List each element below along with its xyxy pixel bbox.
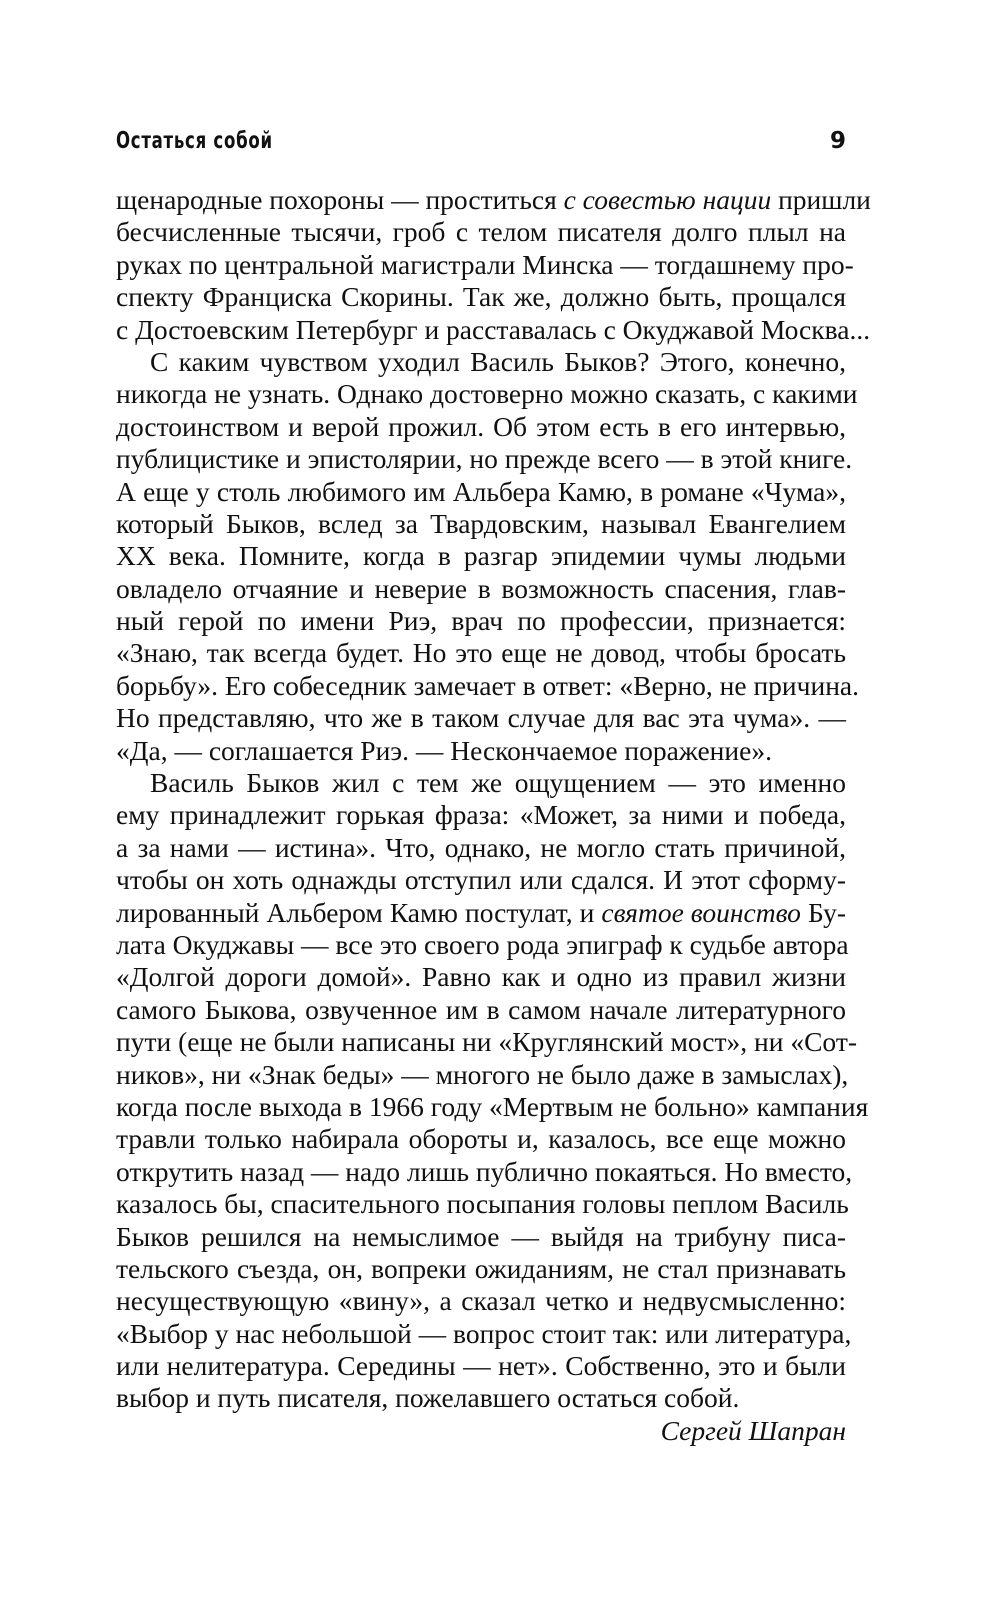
text-run: А еще у столь любимого им Альбера Камю, в романе «Чума», xyxy=(116,475,846,507)
text-run: публицистике и эпистолярии, но прежде всего — в этой книге. xyxy=(116,443,853,475)
text-run: XX века. Помните, когда в разгар эпидемии чумы людьми xyxy=(116,540,846,572)
text-line xyxy=(116,508,846,540)
text-run: Но представляю, что же в таком случае для вас эта чума». — xyxy=(116,702,846,734)
text-line xyxy=(116,1090,869,1123)
text-line xyxy=(116,346,846,378)
text-line xyxy=(116,378,858,410)
text-line xyxy=(116,1350,846,1382)
running-title: Остаться собой xyxy=(116,128,273,154)
text-run: пути (еще не были написаны ни «Круглянский мост», ни «Сот- xyxy=(116,1026,857,1058)
text-line xyxy=(116,1155,853,1188)
text-run: казалось бы, спасительного посыпания головы пеплом Василь xyxy=(116,1188,849,1220)
text-run: «Знаю, так всегда будет. Но это еще не довод, чтобы бросать xyxy=(116,637,846,669)
text-line xyxy=(116,799,846,831)
text-run: открутить назад — надо лишь публично покаяться. Но вместо, xyxy=(116,1155,853,1187)
text-line xyxy=(116,1058,849,1091)
text-line xyxy=(116,994,846,1026)
body-text xyxy=(116,184,871,1447)
text-run: лата Окуджавы — все это своего рода эпиграф к судьбе автора xyxy=(116,928,849,960)
text-run: бесчисленные тысячи, гроб с телом писателя долго плыл на xyxy=(116,216,846,248)
page-number: 9 xyxy=(829,128,846,154)
text-run: борьбу». Его собеседник замечает в ответ: «Верно, не причина. xyxy=(116,669,859,701)
text-run: достоинством и верой прожил. Об этом есть в его интервью, xyxy=(116,410,846,442)
text-run: никогда не узнать. Однако достоверно можно сказать, с какими xyxy=(116,378,858,410)
text-run: с Достоевским Петербург и расставалась с Окуджавой Москва... xyxy=(116,313,871,345)
text-run: Быков решился на немыслимое — выйдя на трибуну писа- xyxy=(116,1220,846,1252)
text-run: спекту Франциска Скорины. Так же, должно быть, прощался xyxy=(116,281,846,313)
text-line xyxy=(116,313,871,346)
text-line xyxy=(116,1253,846,1285)
text-run: щенародные похороны — проститься xyxy=(116,184,564,215)
running-header xyxy=(116,128,846,168)
paragraph xyxy=(116,345,859,767)
text-run: Василь Быков жил с тем же ощущением — это именно xyxy=(150,767,846,799)
text-run: когда после выхода в 1966 году «Мертвым не больно» кампания xyxy=(116,1090,869,1122)
text-line xyxy=(116,637,846,669)
text-line xyxy=(116,248,854,281)
text-run: «Да, — соглашается Риэ. — Нескончаемое поражение». xyxy=(116,734,772,766)
text-line xyxy=(116,540,846,572)
text-line xyxy=(116,281,846,313)
text-line xyxy=(116,1221,846,1253)
text-line xyxy=(116,832,846,864)
text-run: ный герой по имени Риэ, врач по профессии, признается: xyxy=(116,605,846,637)
text-run: «Долгой дороги домой». Равно как и одно из правил жизни xyxy=(116,961,846,993)
text-line xyxy=(116,1382,846,1414)
text-run: «Выбор у нас небольшой — вопрос стоит так: или литература, xyxy=(116,1317,852,1349)
text-run: который Быков, вслед за Твардовским, называл Евангелием xyxy=(116,507,846,539)
text-line xyxy=(116,669,859,702)
text-line xyxy=(116,443,853,475)
text-line xyxy=(116,216,846,248)
text-run: несуществующую «вину», а сказал четко и недвусмысленно: xyxy=(116,1285,846,1317)
text-run: тельского съезда, он, вопреки ожиданиям, не стал признавать xyxy=(116,1252,846,1284)
text-line xyxy=(116,1188,849,1220)
text-run: травли только набирала обороты и, казалось, все еще можно xyxy=(116,1123,846,1155)
paragraph xyxy=(116,767,869,1415)
text-run: ников», ни «Знак беды» — многого не было даже в замыслах), xyxy=(116,1058,849,1090)
text-run: Бу- xyxy=(800,896,846,928)
text-line xyxy=(116,411,846,443)
text-run: руках по центральной магистрали Минска — тогдашнему про- xyxy=(116,248,854,280)
text-line xyxy=(116,184,871,216)
italic-phrase: святое воинство xyxy=(601,896,801,928)
text-run: выбор и путь писателя, пожелавшего остаться собой. xyxy=(116,1382,740,1414)
text-line xyxy=(116,961,846,993)
text-run: овладело отчаяние и неверие в возможность спасения, глав- xyxy=(116,572,846,604)
text-line xyxy=(116,864,846,896)
text-run: С каким чувством уходил Василь Быков? Этого, конечно, xyxy=(150,345,846,377)
text-run: или нелитература. Середины — нет». Собственно, это и были xyxy=(116,1350,846,1382)
author-signature: Сергей Шапран xyxy=(660,1414,846,1446)
text-line xyxy=(116,476,846,508)
text-run: лированный Альбером Камю постулат, и xyxy=(116,896,602,928)
text-line xyxy=(116,767,846,799)
text-line xyxy=(116,605,846,637)
paragraph xyxy=(116,184,871,346)
text-run: самого Быкова, озвученное им в самом начале литературного xyxy=(116,993,846,1025)
text-line xyxy=(116,1123,846,1155)
text-line xyxy=(116,1026,857,1058)
text-line xyxy=(116,897,846,929)
text-line xyxy=(116,1285,846,1317)
text-run: а за нами — истина». Что, однако, не могло стать причиной, xyxy=(116,831,846,863)
text-line xyxy=(116,573,846,605)
text-line xyxy=(116,735,846,767)
text-run: ему принадлежит горькая фраза: «Может, за ними и победа, xyxy=(116,799,846,831)
text-line xyxy=(116,702,846,734)
text-run: пришли xyxy=(771,184,871,215)
text-line xyxy=(116,928,849,961)
text-line xyxy=(116,1317,852,1350)
italic-phrase: с совестью нации xyxy=(563,184,772,215)
text-run: чтобы он хоть однажды отступил или сдался. И этот сформу- xyxy=(116,864,846,896)
